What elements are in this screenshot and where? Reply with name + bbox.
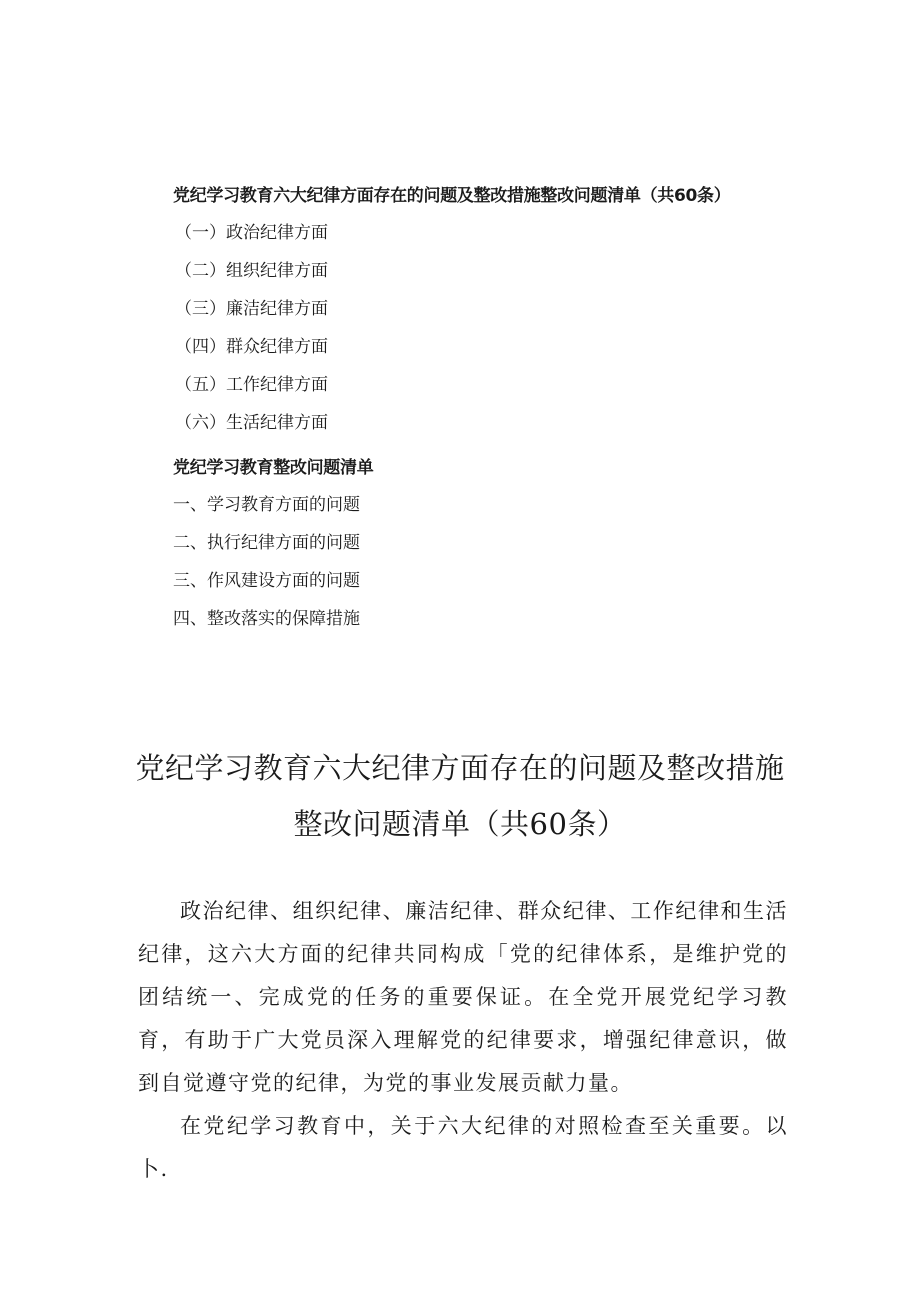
- toc-item-integrity-discipline: （三）廉洁纪律方面: [175, 299, 328, 319]
- toc-item-work-discipline: （五）工作纪律方面: [175, 375, 328, 395]
- toc-heading-six-disciplines: 党纪学习教育六大纪律方面存在的问题及整改措施整改问题清单（共60条）: [173, 186, 731, 206]
- toc-item-political-discipline: （一）政治纪律方面: [175, 223, 328, 243]
- table-of-contents: [173, 178, 813, 638]
- toc-item-mass-discipline: （四）群众纪律方面: [175, 337, 328, 357]
- body-paragraph: 政治纪律、组织纪律、廉洁纪律、群众纪律、工作纪律和生活纪律，这六大方面的纪律共同构成「党的纪律体系，是维护党的团结统一、完成党的任务的重要保证。在全党开展党纪学习教育，有助于广大党员深入理解党的纪律要求，增强纪律意识，做到自觉遵守党的纪律，为党的事业发展贡献力量。: [138, 899, 788, 1095]
- document-title: [0, 740, 920, 852]
- toc-heading-rectification-list: 党纪学习教育整改问题清单: [173, 458, 374, 478]
- toc-item-work-style-problems: 三、作风建设方面的问题: [173, 571, 360, 591]
- toc-item-life-discipline: （六）生活纪律方面: [175, 413, 328, 433]
- toc-item-discipline-execution-problems: 二、执行纪律方面的问题: [173, 533, 360, 553]
- document-title-line-2: 整改问题清单（共60条）: [293, 807, 627, 841]
- toc-item-rectification-guarantees: 四、整改落实的保障措施: [173, 609, 360, 629]
- document-title-line-1: 党纪学习教育六大纪律方面存在的问题及整改措施: [135, 751, 785, 785]
- body-paragraph: 在党纪学习教育中，关于六大纪律的对照检查至关重要。以卜.: [138, 1114, 788, 1181]
- toc-item-study-education-problems: 一、学习教育方面的问题: [173, 495, 360, 515]
- toc-item-organizational-discipline: （二）组织纪律方面: [175, 261, 328, 281]
- document-body: [138, 890, 788, 1191]
